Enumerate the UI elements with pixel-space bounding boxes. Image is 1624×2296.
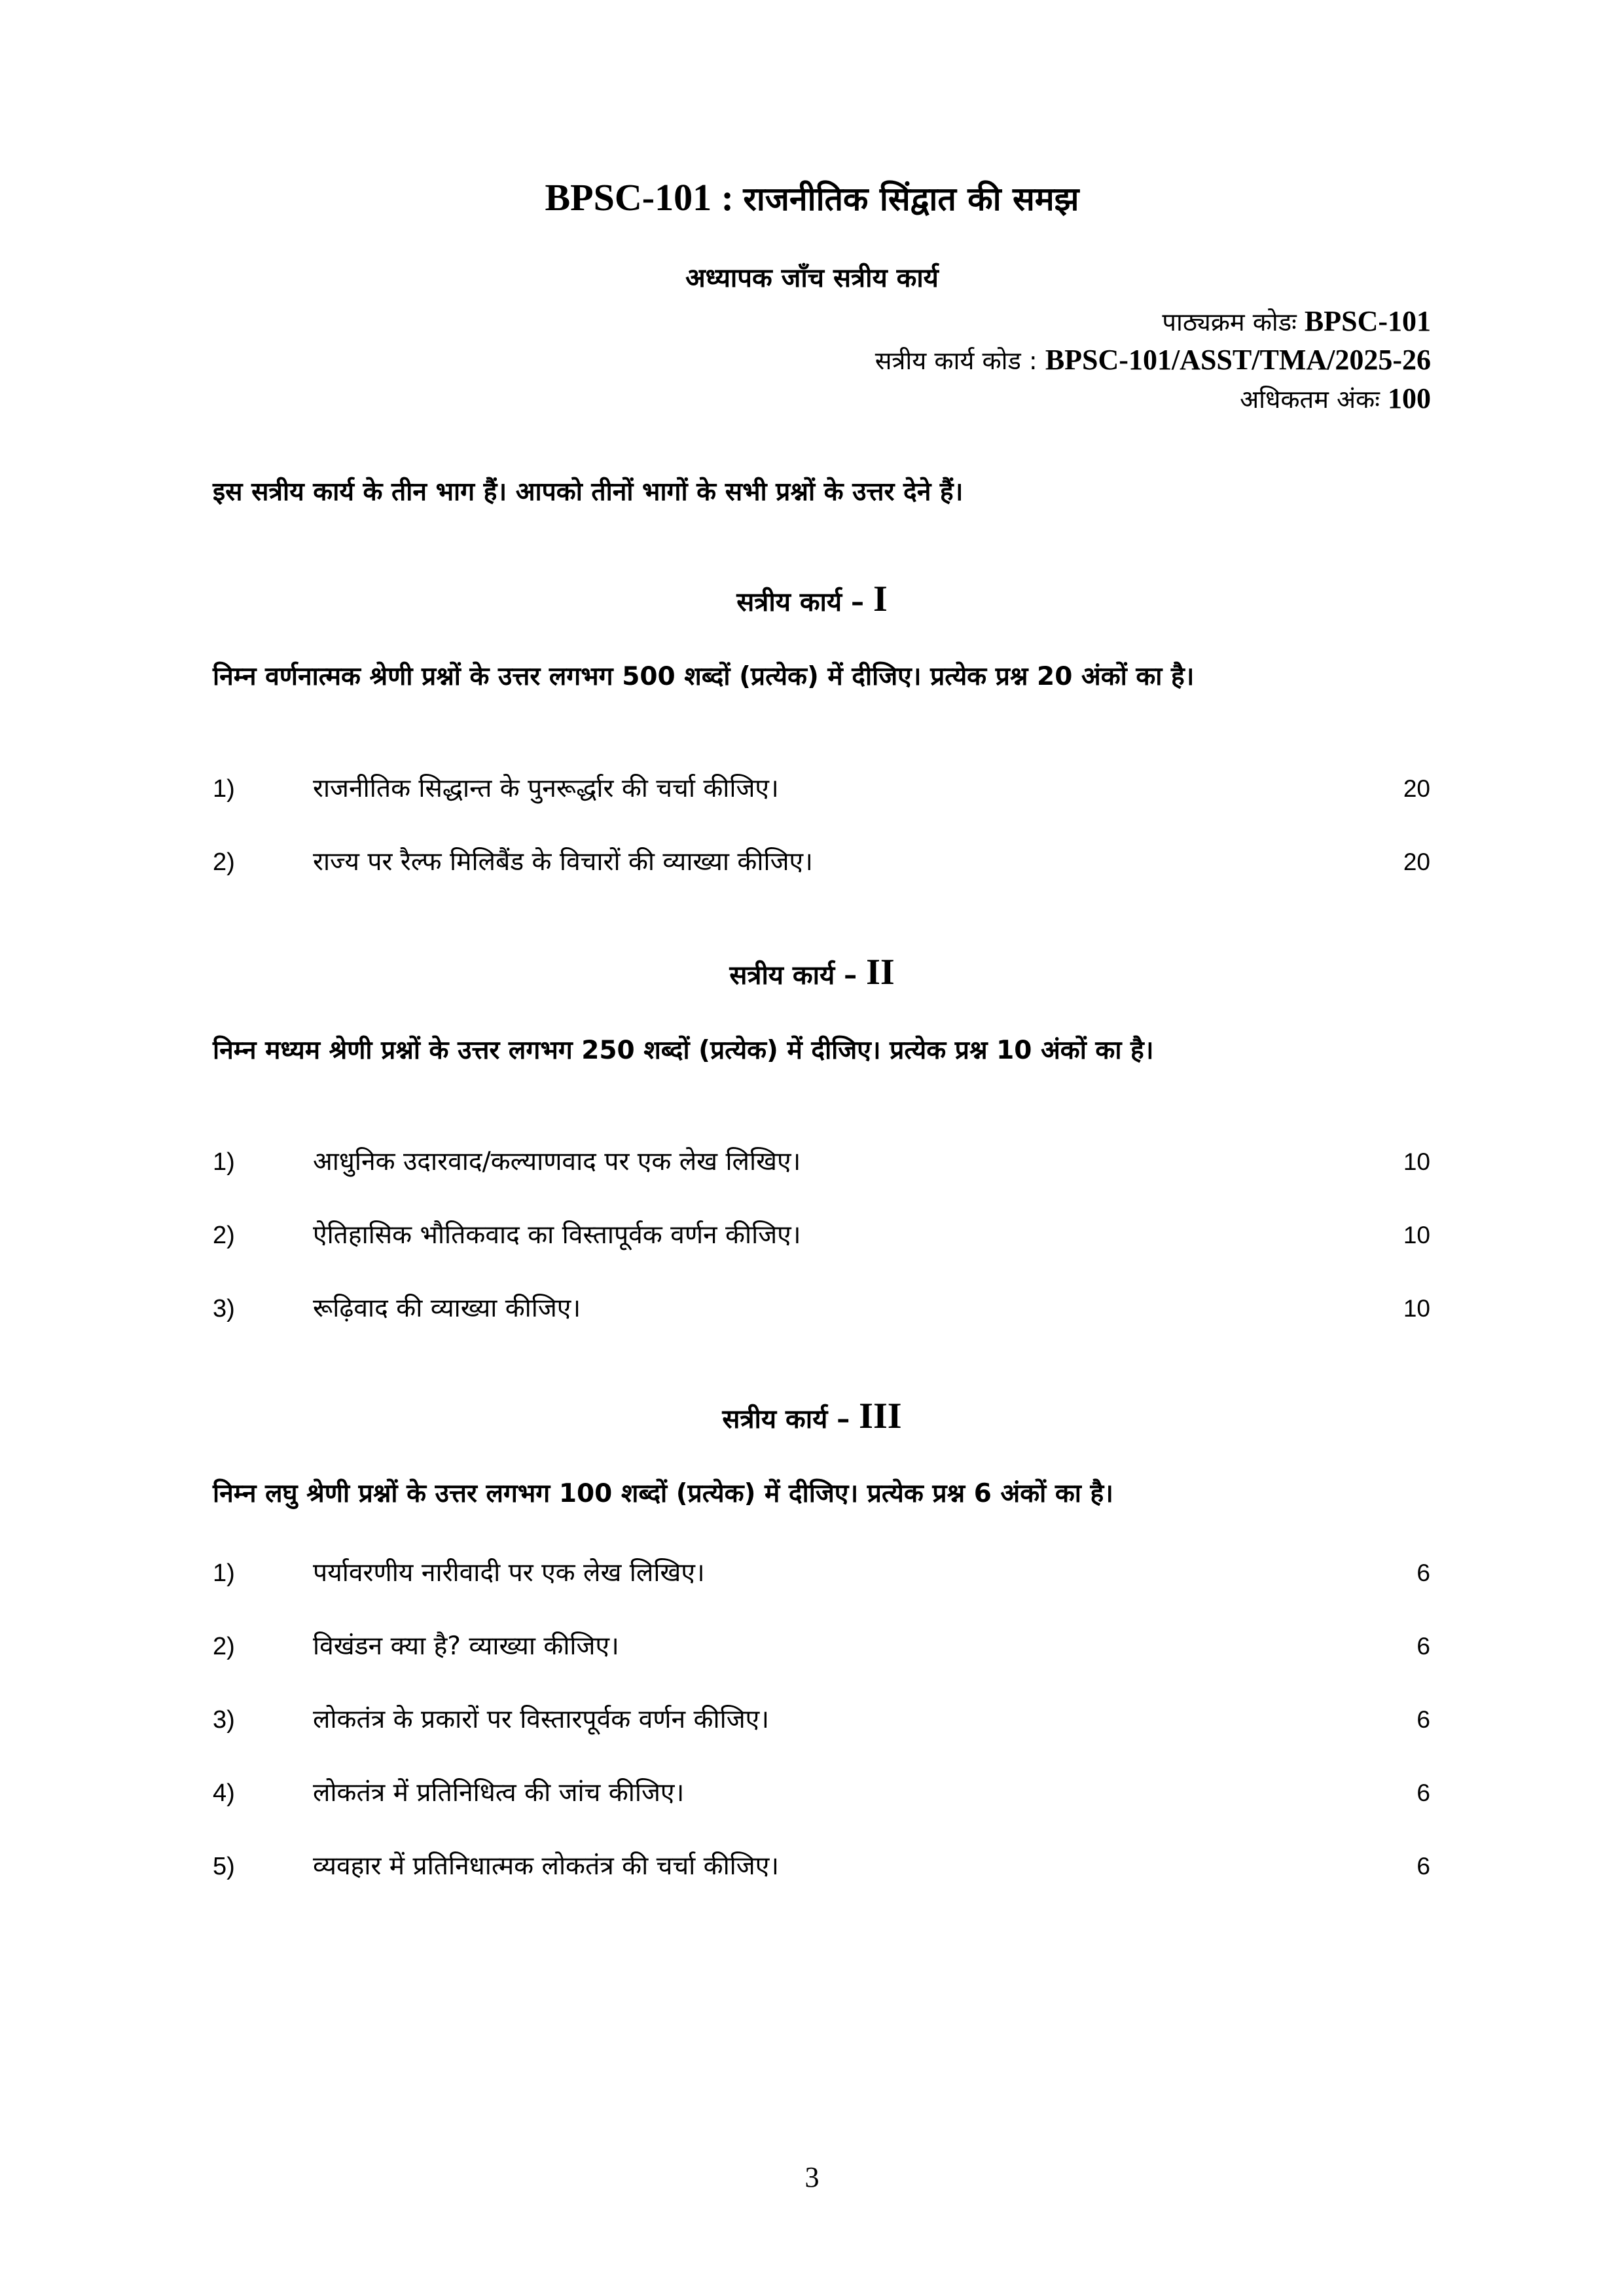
question-marks: 20 xyxy=(1403,848,1430,875)
question-marks: 6 xyxy=(1416,1559,1430,1586)
question-number: 2) xyxy=(213,1633,235,1660)
question-item xyxy=(213,1624,1430,1669)
question-number: 3) xyxy=(213,1295,235,1322)
question-text: विखंडन क्या है? व्याख्या कीजिए। xyxy=(313,1631,619,1661)
question-number: 4) xyxy=(213,1779,235,1807)
section-title-text: सत्रीय कार्य – xyxy=(729,960,857,991)
section-title-1 xyxy=(0,576,1624,625)
section-roman-numeral: I xyxy=(873,579,888,619)
max-marks-line xyxy=(875,380,1431,418)
question-item xyxy=(213,839,1430,885)
course-code-line xyxy=(875,302,1431,341)
question-item xyxy=(213,1697,1430,1743)
question-item xyxy=(213,1139,1430,1185)
question-number: 1) xyxy=(213,1148,235,1176)
general-instruction: इस सत्रीय कार्य के तीन भाग हैं। आपको तीनों भागों के सभी प्रश्नों के उत्तर देने हैं। xyxy=(213,477,964,507)
question-text: लोकतंत्र के प्रकारों पर विस्तारपूर्वक वर्णन कीजिए। xyxy=(313,1705,769,1734)
question-number: 5) xyxy=(213,1853,235,1880)
question-marks: 10 xyxy=(1403,1222,1430,1248)
section-instruction-2: निम्न मध्यम श्रेणी प्रश्नों के उत्तर लगभग 250 शब्दों (प्रत्येक) में दीजिए। प्रत्येक प्रश्न 10 अंकों का है। xyxy=(213,1036,1154,1065)
section-title-3 xyxy=(0,1393,1624,1442)
question-number: 2) xyxy=(213,848,235,876)
section-roman-numeral: III xyxy=(859,1396,902,1436)
section-title-2 xyxy=(0,949,1624,998)
question-number: 1) xyxy=(213,775,235,803)
assignment-code-value: BPSC-101/ASST/TMA/2025-26 xyxy=(1045,344,1431,376)
question-text: आधुनिक उदारवाद/कल्याणवाद पर एक लेख लिखिए। xyxy=(313,1147,801,1176)
question-marks: 20 xyxy=(1403,775,1430,802)
document-subtitle: अध्यापक जाँच सत्रीय कार्य xyxy=(685,263,939,293)
section-instruction-1: निम्न वर्णनात्मक श्रेणी प्रश्नों के उत्तर लगभग 500 शब्दों (प्रत्येक) में दीजिए। प्रत्येक प्रश्न 20 अंकों का है। xyxy=(213,662,1195,691)
question-number: 2) xyxy=(213,1222,235,1249)
title-separator: : xyxy=(712,176,744,219)
assignment-code-line xyxy=(875,341,1431,380)
max-marks-value: 100 xyxy=(1388,382,1431,414)
question-item xyxy=(213,1770,1430,1816)
question-text: राजनीतिक सिद्धान्त के पुनरूर्द्धार की चर्चा कीजिए। xyxy=(313,774,779,803)
question-text: व्यवहार में प्रतिनिधात्मक लोकतंत्र की चर्चा कीजिए। xyxy=(313,1851,780,1881)
question-text: पर्यावरणीय नारीवादी पर एक लेख लिखिए। xyxy=(313,1558,705,1588)
max-marks-label: अधिकतम अंकः xyxy=(1240,385,1380,414)
question-text: लोकतंत्र में प्रतिनिधित्व की जांच कीजिए। xyxy=(313,1778,685,1808)
title-course-code: BPSC-101 xyxy=(545,176,712,219)
question-marks: 10 xyxy=(1403,1295,1430,1322)
section-instruction-3: निम्न लघु श्रेणी प्रश्नों के उत्तर लगभग 100 शब्दों (प्रत्येक) में दीजिए। प्रत्येक प्रश्न 6 अंकों का है। xyxy=(213,1479,1113,1508)
question-item xyxy=(213,1286,1430,1332)
course-meta-block xyxy=(875,302,1431,418)
question-marks: 6 xyxy=(1416,1779,1430,1806)
title-course-name: राजनीतिक सिंद्वात की समझ xyxy=(743,180,1079,218)
assignment-code-label: सत्रीय कार्य कोड : xyxy=(875,346,1038,375)
section-title-text: सत्रीय कार्य – xyxy=(722,1404,850,1434)
question-marks: 6 xyxy=(1416,1706,1430,1733)
question-text: राज्य पर रैल्फ मिलिबैंड के विचारों की व्याख्या कीजिए। xyxy=(313,847,813,877)
page-number: 3 xyxy=(804,2161,820,2193)
question-number: 1) xyxy=(213,1559,235,1587)
section-roman-numeral: II xyxy=(866,952,895,993)
question-item xyxy=(213,1844,1430,1889)
question-marks: 6 xyxy=(1416,1853,1430,1880)
question-text: ऐतिहासिक भौतिकवाद का विस्तापूर्वक वर्णन कीजिए। xyxy=(313,1220,801,1250)
question-text: रूढ़िवाद की व्याख्या कीजिए। xyxy=(313,1294,581,1323)
question-item xyxy=(213,1550,1430,1596)
course-code-label: पाठ्यक्रम कोडः xyxy=(1162,308,1297,337)
question-marks: 10 xyxy=(1403,1148,1430,1175)
document-title xyxy=(0,172,1624,225)
question-item xyxy=(213,1212,1430,1258)
section-title-text: सत्रीय कार्य – xyxy=(736,587,865,617)
question-number: 3) xyxy=(213,1706,235,1734)
question-marks: 6 xyxy=(1416,1633,1430,1660)
course-code-value: BPSC-101 xyxy=(1304,305,1431,337)
question-item xyxy=(213,766,1430,812)
